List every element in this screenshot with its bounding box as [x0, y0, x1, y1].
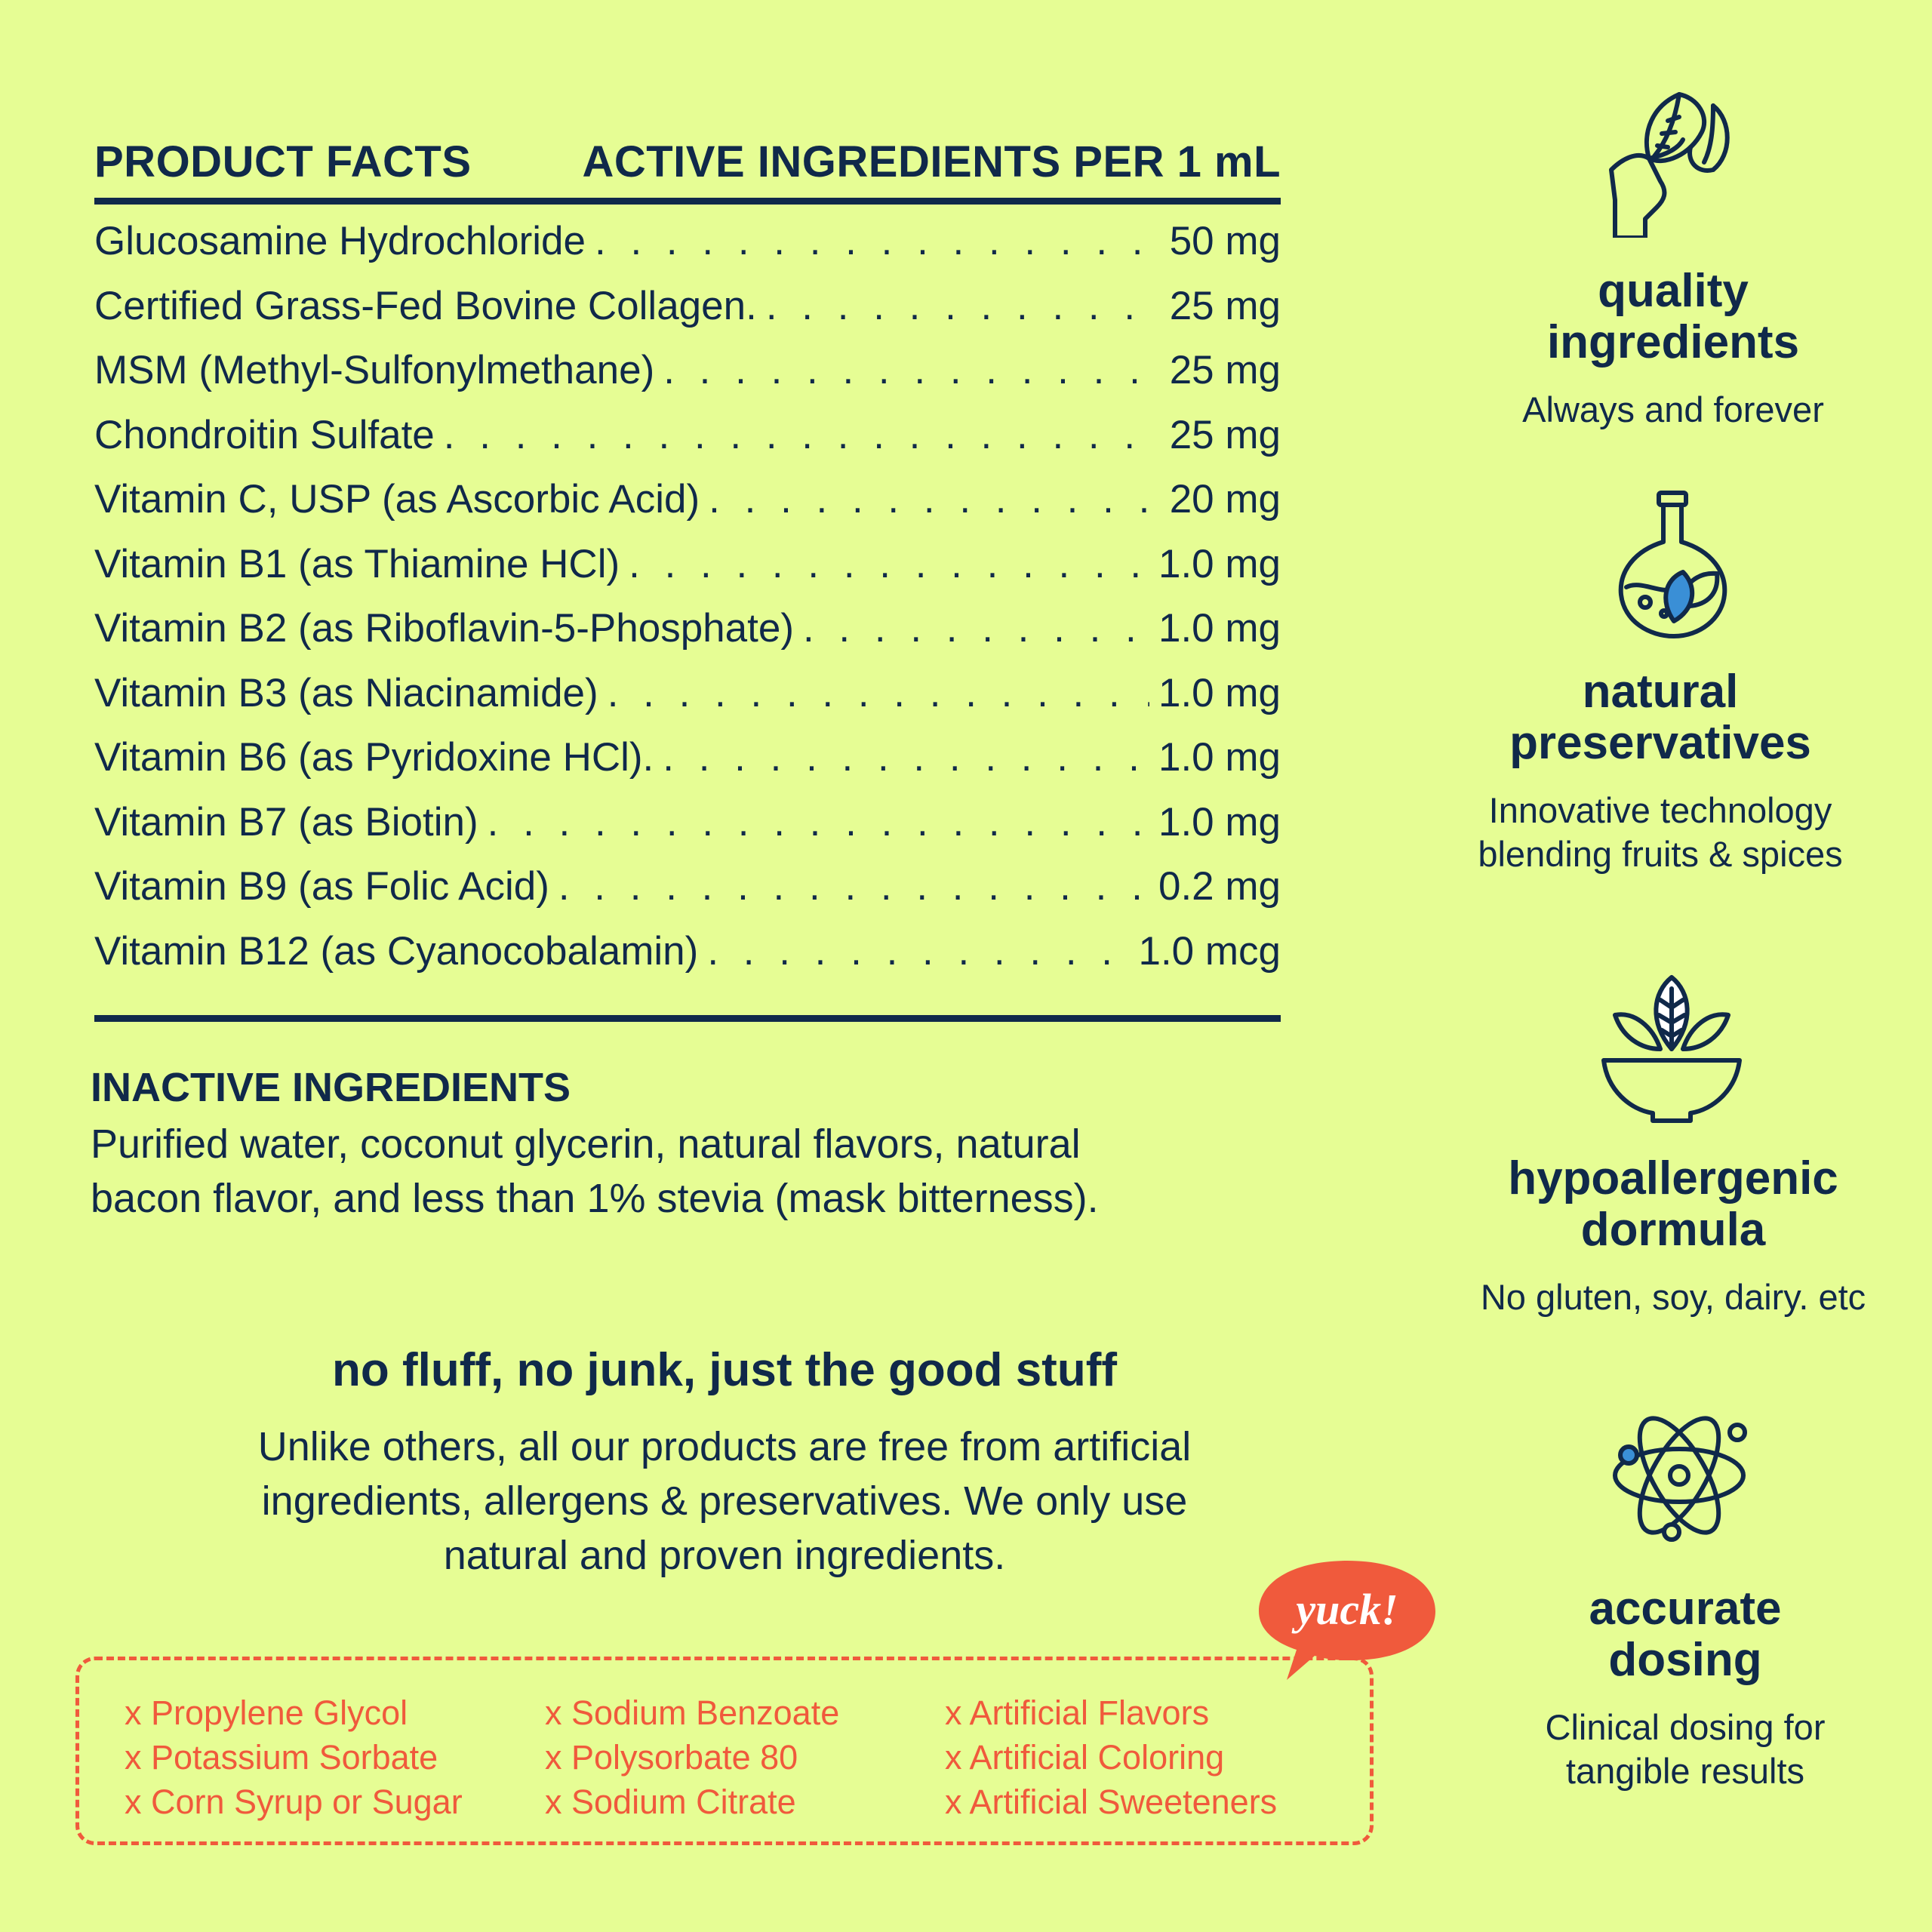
feature-description-line: Innovative technology [1488, 790, 1832, 830]
ingredient-row [94, 541, 1281, 606]
dot-leader [707, 928, 1129, 974]
feature-accurate-dosing [1444, 1583, 1927, 1793]
ingredient-amount: 1.0 mg [1158, 799, 1281, 844]
inactive-ingredients [91, 1064, 1268, 1226]
ingredient-row [94, 218, 1281, 283]
ingredient-amount: 20 mg [1169, 477, 1281, 521]
excluded-item: x Corn Syrup or Sugar [125, 1783, 463, 1821]
facts-header [94, 113, 1281, 187]
ingredient-name: Vitamin B6 (as Pyridoxine HCl). [94, 735, 654, 780]
excluded-ingredients-box [75, 1657, 1374, 1845]
promo-section [128, 1343, 1321, 1583]
promo-text [166, 1420, 1283, 1583]
ingredient-row [94, 347, 1281, 412]
feature-natural-preservatives [1419, 666, 1902, 876]
dot-leader [803, 605, 1149, 651]
facts-title: PRODUCT FACTS [94, 137, 472, 186]
ingredient-amount: 50 mg [1169, 219, 1281, 263]
feature-description: No gluten, soy, dairy. etc [1480, 1277, 1866, 1317]
ingredient-amount: 1.0 mcg [1138, 928, 1281, 974]
ingredient-amount: 25 mg [1169, 283, 1281, 328]
ingredients-list [94, 205, 1281, 1015]
feature-title: hypoallergenic [1508, 1152, 1838, 1204]
feature-description [1419, 789, 1902, 876]
promo-text-line: natural and proven ingredients. [443, 1533, 1006, 1578]
excluded-item: x Potassium Sorbate [125, 1738, 438, 1777]
promo-title: no fluff, no junk, just the good stuff [331, 1344, 1117, 1396]
inactive-text-line: bacon flavor, and less than 1% stevia (mask bitterness). [91, 1176, 1099, 1221]
ingredient-row [94, 605, 1281, 670]
ingredient-name: Vitamin B3 (as Niacinamide) [94, 670, 598, 715]
feature-description: Always and forever [1522, 389, 1824, 429]
inactive-text [91, 1117, 1268, 1226]
excluded-item: x Artificial Sweeteners [945, 1783, 1278, 1821]
atom-icon [1607, 1404, 1758, 1547]
feature-title: natural [1582, 666, 1739, 718]
ingredient-name: Vitamin C, USP (as Ascorbic Acid) [94, 477, 700, 521]
ingredient-name: Vitamin B9 (as Folic Acid) [94, 864, 549, 909]
dot-leader [608, 670, 1149, 716]
ingredient-amount: 0.2 mg [1158, 864, 1281, 909]
ingredient-amount: 1.0 mg [1158, 606, 1281, 651]
ingredient-row [94, 670, 1281, 735]
ingredient-row [94, 476, 1281, 541]
ingredient-name: Vitamin B1 (as Thiamine HCl) [94, 541, 620, 586]
inactive-text-line: Purified water, coconut glycerin, natural flavors, natural [91, 1121, 1081, 1167]
feature-title: accurate [1589, 1583, 1782, 1635]
excluded-column-1 [125, 1690, 463, 1824]
yuck-label: yuck! [1296, 1585, 1398, 1634]
top-divider [94, 198, 1281, 205]
dot-leader [709, 476, 1161, 522]
ingredient-amount: 1.0 mg [1158, 541, 1281, 586]
product-facts-panel [94, 113, 1281, 1022]
ingredient-row [94, 412, 1281, 477]
ingredient-amount: 1.0 mg [1158, 735, 1281, 780]
inactive-title: INACTIVE INGREDIENTS [91, 1065, 571, 1110]
dot-leader [663, 734, 1149, 780]
promo-text-line: ingredients, allergens & preservatives. We only use [261, 1478, 1188, 1524]
ingredient-row [94, 283, 1281, 348]
excluded-item: x Sodium Benzoate [545, 1694, 840, 1732]
ingredient-name: Certified Grass-Fed Bovine Collagen. [94, 283, 757, 328]
dot-leader [629, 541, 1149, 587]
ingredient-amount: 25 mg [1169, 348, 1281, 392]
feature-title: ingredients [1546, 316, 1800, 368]
excluded-item: x Sodium Citrate [545, 1783, 796, 1821]
ingredient-row [94, 928, 1281, 993]
excluded-column-3 [945, 1690, 1277, 1824]
yuck-speech-bubble [1253, 1555, 1441, 1683]
dot-leader [558, 863, 1149, 909]
ingredient-row [94, 863, 1281, 928]
feature-description [1444, 1706, 1927, 1793]
feature-description-line: tangible results [1565, 1751, 1805, 1791]
feature-description-line: blending fruits & spices [1478, 834, 1843, 874]
flask-leaf-icon [1607, 489, 1736, 640]
ingredient-name: Vitamin B12 (as Cyanocobalamin) [94, 928, 699, 974]
dot-leader [595, 218, 1161, 264]
facts-column-title: ACTIVE INGREDIENTS PER 1 mL [582, 137, 1281, 186]
ingredient-name: Glucosamine Hydrochloride [94, 219, 586, 263]
feature-description-line: Clinical dosing for [1545, 1707, 1826, 1747]
dot-leader [663, 347, 1160, 393]
ingredient-amount: 1.0 mg [1158, 670, 1281, 715]
bowl-leaf-icon [1600, 974, 1743, 1124]
feature-hypoallergenic [1432, 1153, 1915, 1319]
dot-leader [488, 799, 1149, 845]
feature-title: preservatives [1509, 717, 1811, 769]
hand-leaf-icon [1607, 87, 1736, 238]
excluded-item: x Polysorbate 80 [545, 1738, 798, 1777]
ingredient-name: Chondroitin Sulfate [94, 412, 435, 457]
excluded-item: x Artificial Flavors [945, 1694, 1210, 1732]
ingredient-name: Vitamin B7 (as Biotin) [94, 799, 478, 844]
bottom-divider [94, 1015, 1281, 1022]
dot-leader [444, 412, 1161, 458]
feature-title: dormula [1580, 1204, 1766, 1256]
ingredient-name: Vitamin B2 (as Riboflavin-5-Phosphate) [94, 606, 794, 651]
excluded-item: x Propylene Glycol [125, 1694, 408, 1732]
excluded-column-2 [545, 1690, 839, 1824]
feature-title: dosing [1608, 1634, 1762, 1686]
feature-quality-ingredients [1432, 266, 1915, 432]
ingredient-row [94, 734, 1281, 799]
excluded-item: x Artificial Coloring [945, 1738, 1225, 1777]
ingredient-amount: 25 mg [1169, 412, 1281, 457]
ingredient-row [94, 799, 1281, 864]
feature-title: quality [1598, 265, 1749, 317]
ingredient-name: MSM (Methyl-Sulfonylmethane) [94, 348, 655, 392]
dot-leader [766, 283, 1161, 329]
promo-text-line: Unlike others, all our products are free from artificial [257, 1424, 1192, 1469]
